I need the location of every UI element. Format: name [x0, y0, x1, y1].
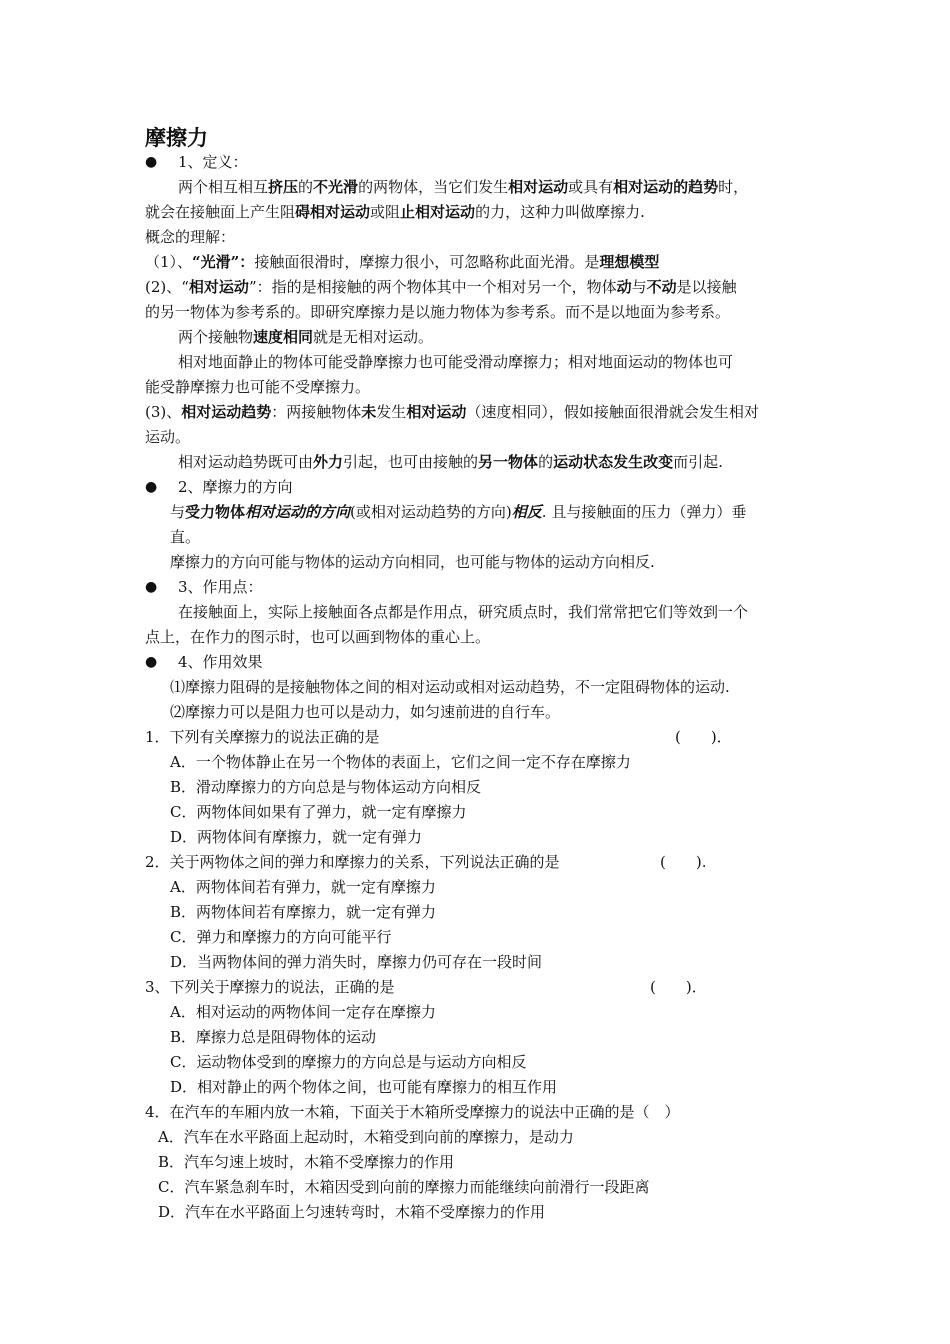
direction-line-3: 摩擦力的方向可能与物体的运动方向相同，也可能与物体的运动方向相反.: [170, 553, 655, 571]
question-2-answer-blank: ( ).: [660, 853, 707, 871]
question-4-stem: 4．在汽车的车厢内放一木箱，下面关于木箱所受摩擦力的说法中正确的是（ ）: [145, 1103, 680, 1121]
question-4-option-a: A．汽车在水平路面上起动时，木箱受到向前的摩擦力，是动力: [158, 1128, 574, 1146]
question-4-option-b: B．汽车匀速上坡时，木箱不受摩擦力的作用: [158, 1153, 455, 1171]
question-3-stem: 3、下列关于摩擦力的说法，正确的是: [145, 978, 395, 996]
concept-point-3-line-2: 运动。: [145, 428, 191, 446]
question-1-option-b: B．滑动摩擦力的方向总是与物体运动方向相反: [170, 778, 482, 796]
effect-line-1: ⑴摩擦力阻碍的是接触物体之间的相对运动或相对运动趋势，不一定阻碍物体的运动.: [170, 678, 730, 696]
question-1-option-a: A．一个物体静止在另一个物体的表面上，它们之间一定不存在摩擦力: [170, 753, 631, 771]
concept-point-1: （1）、“光滑”：接触面很滑时，摩擦力很小，可忽略称此面光滑。是理想模型: [145, 253, 660, 271]
concept-point-2-line-4: 相对地面静止的物体可能受静摩擦力也可能受滑动摩擦力；相对地面运动的物体也可: [178, 353, 734, 371]
concept-point-2-line-5: 能受静摩擦力也可能不受摩擦力。: [145, 378, 371, 396]
section-1-heading: 1、定义：: [178, 153, 248, 171]
question-3-option-c: C．运动物体受到的摩擦力的方向总是与运动方向相反: [170, 1053, 527, 1071]
question-4-option-d: D．汽车在水平路面上匀速转弯时，木箱不受摩擦力的作用: [158, 1203, 546, 1221]
question-1-option-d: D．两物体间有摩擦力，就一定有弹力: [170, 828, 423, 846]
point-of-action-line-2: 点上，在作力的图示时，也可以画到物体的重心上。: [145, 628, 491, 646]
bullet-icon: ●: [145, 479, 158, 495]
bullet-icon: ●: [145, 654, 158, 670]
definition-line-2: 就会在接触面上产生阻碍相对运动或阻止相对运动的力，这种力叫做摩擦力.: [145, 203, 645, 221]
concept-point-2-line-2: 的另一物体为参考系的。即研究摩擦力是以施力物体为参考系。而不是以地面为参考系。: [145, 303, 731, 321]
bullet-icon: ●: [145, 154, 158, 170]
question-2-option-d: D．当两物体间的弹力消失时，摩擦力仍可存在一段时间: [170, 953, 543, 971]
direction-line-1: 与受力物体相对运动的方向(或相对运动趋势的方向)相反. 且与接触面的压力（弹力）垂: [170, 503, 747, 521]
effect-line-2: ⑵摩擦力可以是阻力也可以是动力，如匀速前进的自行车。: [170, 703, 561, 721]
question-3-option-a: A．相对运动的两物体间一定存在摩擦力: [170, 1003, 436, 1021]
concept-label: 概念的理解：: [145, 228, 236, 246]
question-2-option-b: B．两物体间若有摩擦力，就一定有弹力: [170, 903, 437, 921]
concept-point-2-line-3: 两个接触物速度相同就是无相对运动。: [178, 328, 434, 346]
question-1-option-c: C．两物体间如果有了弹力，就一定有摩擦力: [170, 803, 467, 821]
bullet-icon: ●: [145, 579, 158, 595]
page-title: 摩擦力: [145, 126, 208, 150]
section-2-heading: 2、摩擦力的方向: [178, 478, 293, 496]
question-1-stem: 1．下列有关摩擦力的说法正确的是: [145, 728, 380, 746]
question-3-option-d: D．相对静止的两个物体之间，也可能有摩擦力的相互作用: [170, 1078, 558, 1096]
direction-line-2: 直。: [170, 528, 201, 546]
section-4-heading: 4、作用效果: [178, 653, 263, 671]
question-2-stem: 2．关于两物体之间的弹力和摩擦力的关系，下列说法正确的是: [145, 853, 560, 871]
concept-point-2-line-1: (2)、“相对运动”：指的是相接触的两个物体其中一个相对另一个，物体动与不动是以接触: [145, 278, 737, 296]
question-2-option-a: A．两物体间若有弹力，就一定有摩擦力: [170, 878, 436, 896]
definition-line-1: 两个相互相互挤压的不光滑的两物体，当它们发生相对运动或具有相对运动的趋势时，: [178, 178, 749, 196]
question-1-answer-blank: ( )．: [675, 728, 732, 746]
point-of-action-line-1: 在接触面上，实际上接触面各点都是作用点，研究质点时，我们常常把它们等效到一个: [178, 603, 749, 621]
question-3-answer-blank: ( )．: [650, 978, 707, 996]
question-2-option-c: C．弹力和摩擦力的方向可能平行: [170, 928, 392, 946]
section-3-heading: 3、作用点：: [178, 578, 263, 596]
concept-point-3-line-1: (3)、相对运动趋势：两接触物体未发生相对运动（速度相同），假如接触面很滑就会发生相对: [145, 403, 759, 421]
question-3-option-b: B．摩擦力总是阻碍物体的运动: [170, 1028, 377, 1046]
question-4-option-c: C．汽车紧急刹车时，木箱因受到向前的摩擦力而能继续向前滑行一段距离: [158, 1178, 650, 1196]
concept-point-3-line-3: 相对运动趋势既可由外力引起，也可由接触的另一物体的运动状态发生改变而引起.: [178, 453, 723, 471]
